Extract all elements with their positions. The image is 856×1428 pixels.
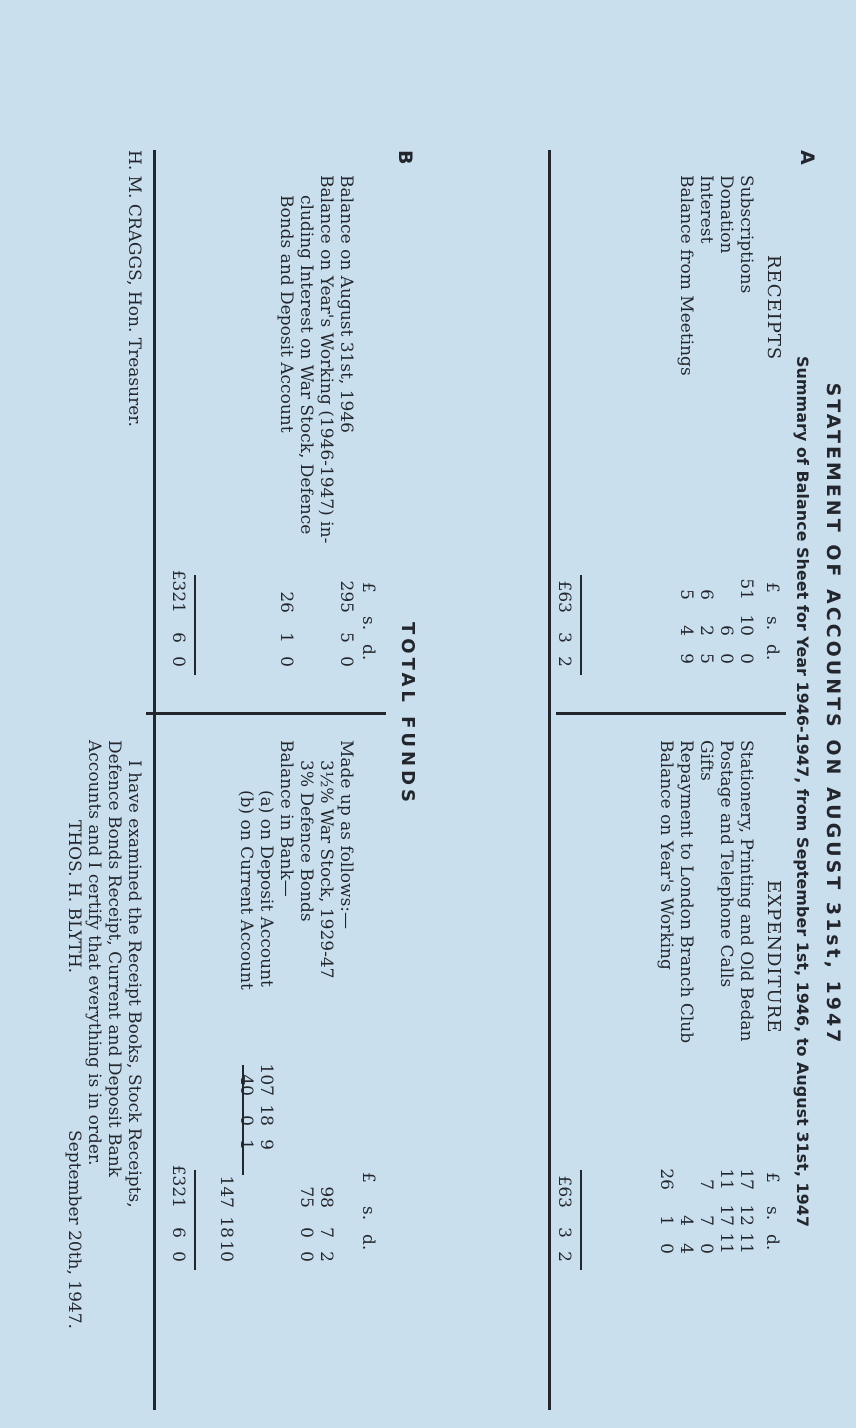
expenditure-heading-text: EXPENDITURE bbox=[763, 880, 784, 1034]
receipt-pence: 5 bbox=[696, 653, 716, 664]
funds-left-shillings: 1 bbox=[276, 632, 296, 643]
receipt-pounds: 51 bbox=[736, 578, 756, 600]
funds-right-total-pence: 0 bbox=[168, 1251, 188, 1262]
expenditure-pounds: 11 bbox=[716, 1168, 736, 1190]
funds-left-label: Balance on August 31st, 1946 bbox=[336, 175, 356, 433]
funds-left-label: cluding Interest on War Stock, Defence bbox=[296, 195, 316, 535]
expenditure-pounds: 17 bbox=[736, 1168, 756, 1190]
footer-separator bbox=[153, 150, 156, 1410]
section-separator bbox=[548, 150, 551, 1410]
receipt-shillings: 2 bbox=[696, 625, 716, 636]
funds-sub-pounds: 107 bbox=[256, 1063, 276, 1096]
section-a-letter: A bbox=[796, 150, 818, 165]
funds-right-shillings: 7 bbox=[316, 1227, 336, 1238]
expenditure-total-pounds: £63 bbox=[554, 1175, 574, 1208]
receipt-label: Interest bbox=[696, 175, 716, 244]
funds-right-label: Made up as follows:— bbox=[336, 740, 356, 930]
expenditure-pence: 0 bbox=[656, 1243, 676, 1254]
funds-left-label: Bonds and Deposit Account bbox=[276, 195, 296, 433]
receipt-pounds: 6 bbox=[696, 589, 716, 600]
expenditure-unit-2: d. bbox=[762, 1234, 782, 1251]
funds-right-total-shillings: 6 bbox=[168, 1227, 188, 1238]
receipt-shillings: 10 bbox=[736, 614, 756, 636]
total-funds-heading: TOTAL FUNDS bbox=[397, 621, 418, 806]
receipt-pounds: 5 bbox=[676, 589, 696, 600]
funds-left-total-rule bbox=[194, 575, 196, 675]
bank-subtotal-pence: 10 bbox=[216, 1240, 236, 1262]
funds-right-unit-1: s. bbox=[358, 1206, 378, 1221]
expenditure-pounds: 7 bbox=[696, 1179, 716, 1190]
expenditure-pence: 0 bbox=[696, 1243, 716, 1254]
funds-right-total-rule bbox=[194, 1170, 196, 1270]
treasurer-signature: H. M. CRAGGS, Hon. Treasurer. bbox=[124, 150, 144, 427]
funds-left-total-shillings: 6 bbox=[168, 632, 188, 643]
funds-right-label: (b) on Current Account bbox=[236, 790, 256, 990]
expenditure-label: Repayment to London Branch Club bbox=[676, 740, 696, 1044]
bank-subtotal-pounds: 147 bbox=[216, 1175, 236, 1208]
receipt-shillings: 4 bbox=[676, 625, 696, 636]
expenditure-label: Gifts bbox=[696, 740, 716, 781]
funds-left-pence: 0 bbox=[276, 656, 296, 667]
funds-right-unit-0: £ bbox=[358, 1172, 378, 1183]
audit-line-1: I have examined the Receipt Books, Stock Receipts, bbox=[124, 760, 144, 1208]
section-b-letter: B bbox=[394, 150, 416, 165]
expenditure-unit-0: £ bbox=[762, 1172, 782, 1183]
funds-right-label: Balance in Bank— bbox=[276, 740, 296, 897]
receipt-pence: 0 bbox=[716, 653, 736, 664]
funds-left-unit-2: d. bbox=[358, 644, 378, 661]
funds-right-shillings: 0 bbox=[296, 1227, 316, 1238]
expenditure-label: Stationery, Printing and Old Bedan bbox=[736, 740, 756, 1042]
expenditure-total-pence: 2 bbox=[554, 1251, 574, 1262]
receipts-total-pounds: £63 bbox=[554, 580, 574, 613]
funds-left-unit-0: £ bbox=[358, 582, 378, 593]
funds-right-pounds: 75 bbox=[296, 1186, 316, 1208]
receipts-heading-text: RECEIPTS bbox=[763, 255, 784, 361]
receipts-unit-2: d. bbox=[762, 644, 782, 661]
funds-right-pence: 0 bbox=[296, 1251, 316, 1262]
receipt-label: Donation bbox=[716, 175, 736, 254]
funds-sub-pence: 9 bbox=[256, 1139, 276, 1150]
expenditure-total-shillings: 3 bbox=[554, 1227, 574, 1238]
expenditure-pence: 4 bbox=[676, 1243, 696, 1254]
funds-sub-pounds: 40 bbox=[236, 1074, 256, 1096]
receipt-pence: 0 bbox=[736, 653, 756, 664]
expenditure-heading bbox=[763, 740, 784, 1033]
funds-sub-pence: 1 bbox=[236, 1139, 256, 1150]
receipt-pence: 9 bbox=[676, 653, 696, 664]
expenditure-unit-1: s. bbox=[762, 1206, 782, 1221]
expenditure-total-rule bbox=[580, 1170, 582, 1270]
expenditure-shillings: 7 bbox=[696, 1215, 716, 1226]
receipt-shillings: 6 bbox=[716, 625, 736, 636]
receipts-total-rule bbox=[580, 575, 582, 675]
expenditure-pounds: 26 bbox=[656, 1168, 676, 1190]
funds-left-label: Balance on Year's Working (1946-1947) in- bbox=[316, 175, 336, 544]
funds-right-pounds: 98 bbox=[316, 1186, 336, 1208]
receipts-heading bbox=[763, 175, 784, 360]
funds-left-total-pounds: £321 bbox=[168, 569, 188, 613]
funds-left-pence: 0 bbox=[336, 656, 356, 667]
receipts-total-pence: 2 bbox=[554, 656, 574, 667]
expenditure-shillings: 1 bbox=[656, 1215, 676, 1226]
funds-right-unit-2: d. bbox=[358, 1234, 378, 1251]
receipts-total-shillings: 3 bbox=[554, 632, 574, 643]
expenditure-shillings: 12 bbox=[736, 1204, 756, 1226]
receipts-unit-0: £ bbox=[762, 582, 782, 593]
balance-sheet-subtitle: Summary of Balance Sheet for Year 1946-1947, from September 1st, 1946, to August 31st, 1947 bbox=[793, 355, 812, 1228]
funds-right-label: 3% Defence Bonds bbox=[296, 760, 316, 922]
statement-title: STATEMENT OF ACCOUNTS ON AUGUST 31st, 1947 bbox=[822, 382, 844, 1046]
funds-left-shillings: 5 bbox=[336, 632, 356, 643]
audit-line-3: Accounts and I certify that everything is in order. bbox=[84, 740, 104, 1166]
expenditure-pence: 11 bbox=[716, 1232, 736, 1254]
funds-sub-shillings: 0 bbox=[236, 1115, 256, 1126]
funds-right-label: (a) on Deposit Account bbox=[256, 790, 276, 987]
funds-right-label: 3½% War Stock, 1929-47 bbox=[316, 760, 336, 979]
funds-sub-shillings: 18 bbox=[256, 1104, 276, 1126]
section-a-divider bbox=[556, 712, 786, 715]
funds-left-total-pence: 0 bbox=[168, 656, 188, 667]
expenditure-label: Balance on Year's Working bbox=[656, 740, 676, 970]
expenditure-shillings: 4 bbox=[676, 1215, 696, 1226]
expenditure-label: Postage and Telephone Calls bbox=[716, 740, 736, 988]
funds-left-pounds: 295 bbox=[336, 580, 356, 613]
audit-line-2: Defence Bonds Receipt, Current and Deposit Bank bbox=[104, 740, 124, 1177]
funds-right-pence: 2 bbox=[316, 1251, 336, 1262]
funds-right-total-pounds: £321 bbox=[168, 1164, 188, 1208]
bank-subtotal-shillings: 18 bbox=[216, 1216, 236, 1238]
section-b-divider bbox=[146, 712, 386, 715]
audit-date: September 20th, 1947. bbox=[64, 1130, 84, 1329]
receipt-label: Balance from Meetings bbox=[676, 175, 696, 376]
receipt-label: Subscriptions bbox=[736, 175, 756, 294]
auditor-signature: THOS. H. BLYTH. bbox=[64, 820, 84, 974]
funds-left-unit-1: s. bbox=[358, 616, 378, 631]
expenditure-pence: 11 bbox=[736, 1232, 756, 1254]
funds-left-pounds: 26 bbox=[276, 591, 296, 613]
receipts-unit-1: s. bbox=[762, 616, 782, 631]
expenditure-shillings: 17 bbox=[716, 1204, 736, 1226]
